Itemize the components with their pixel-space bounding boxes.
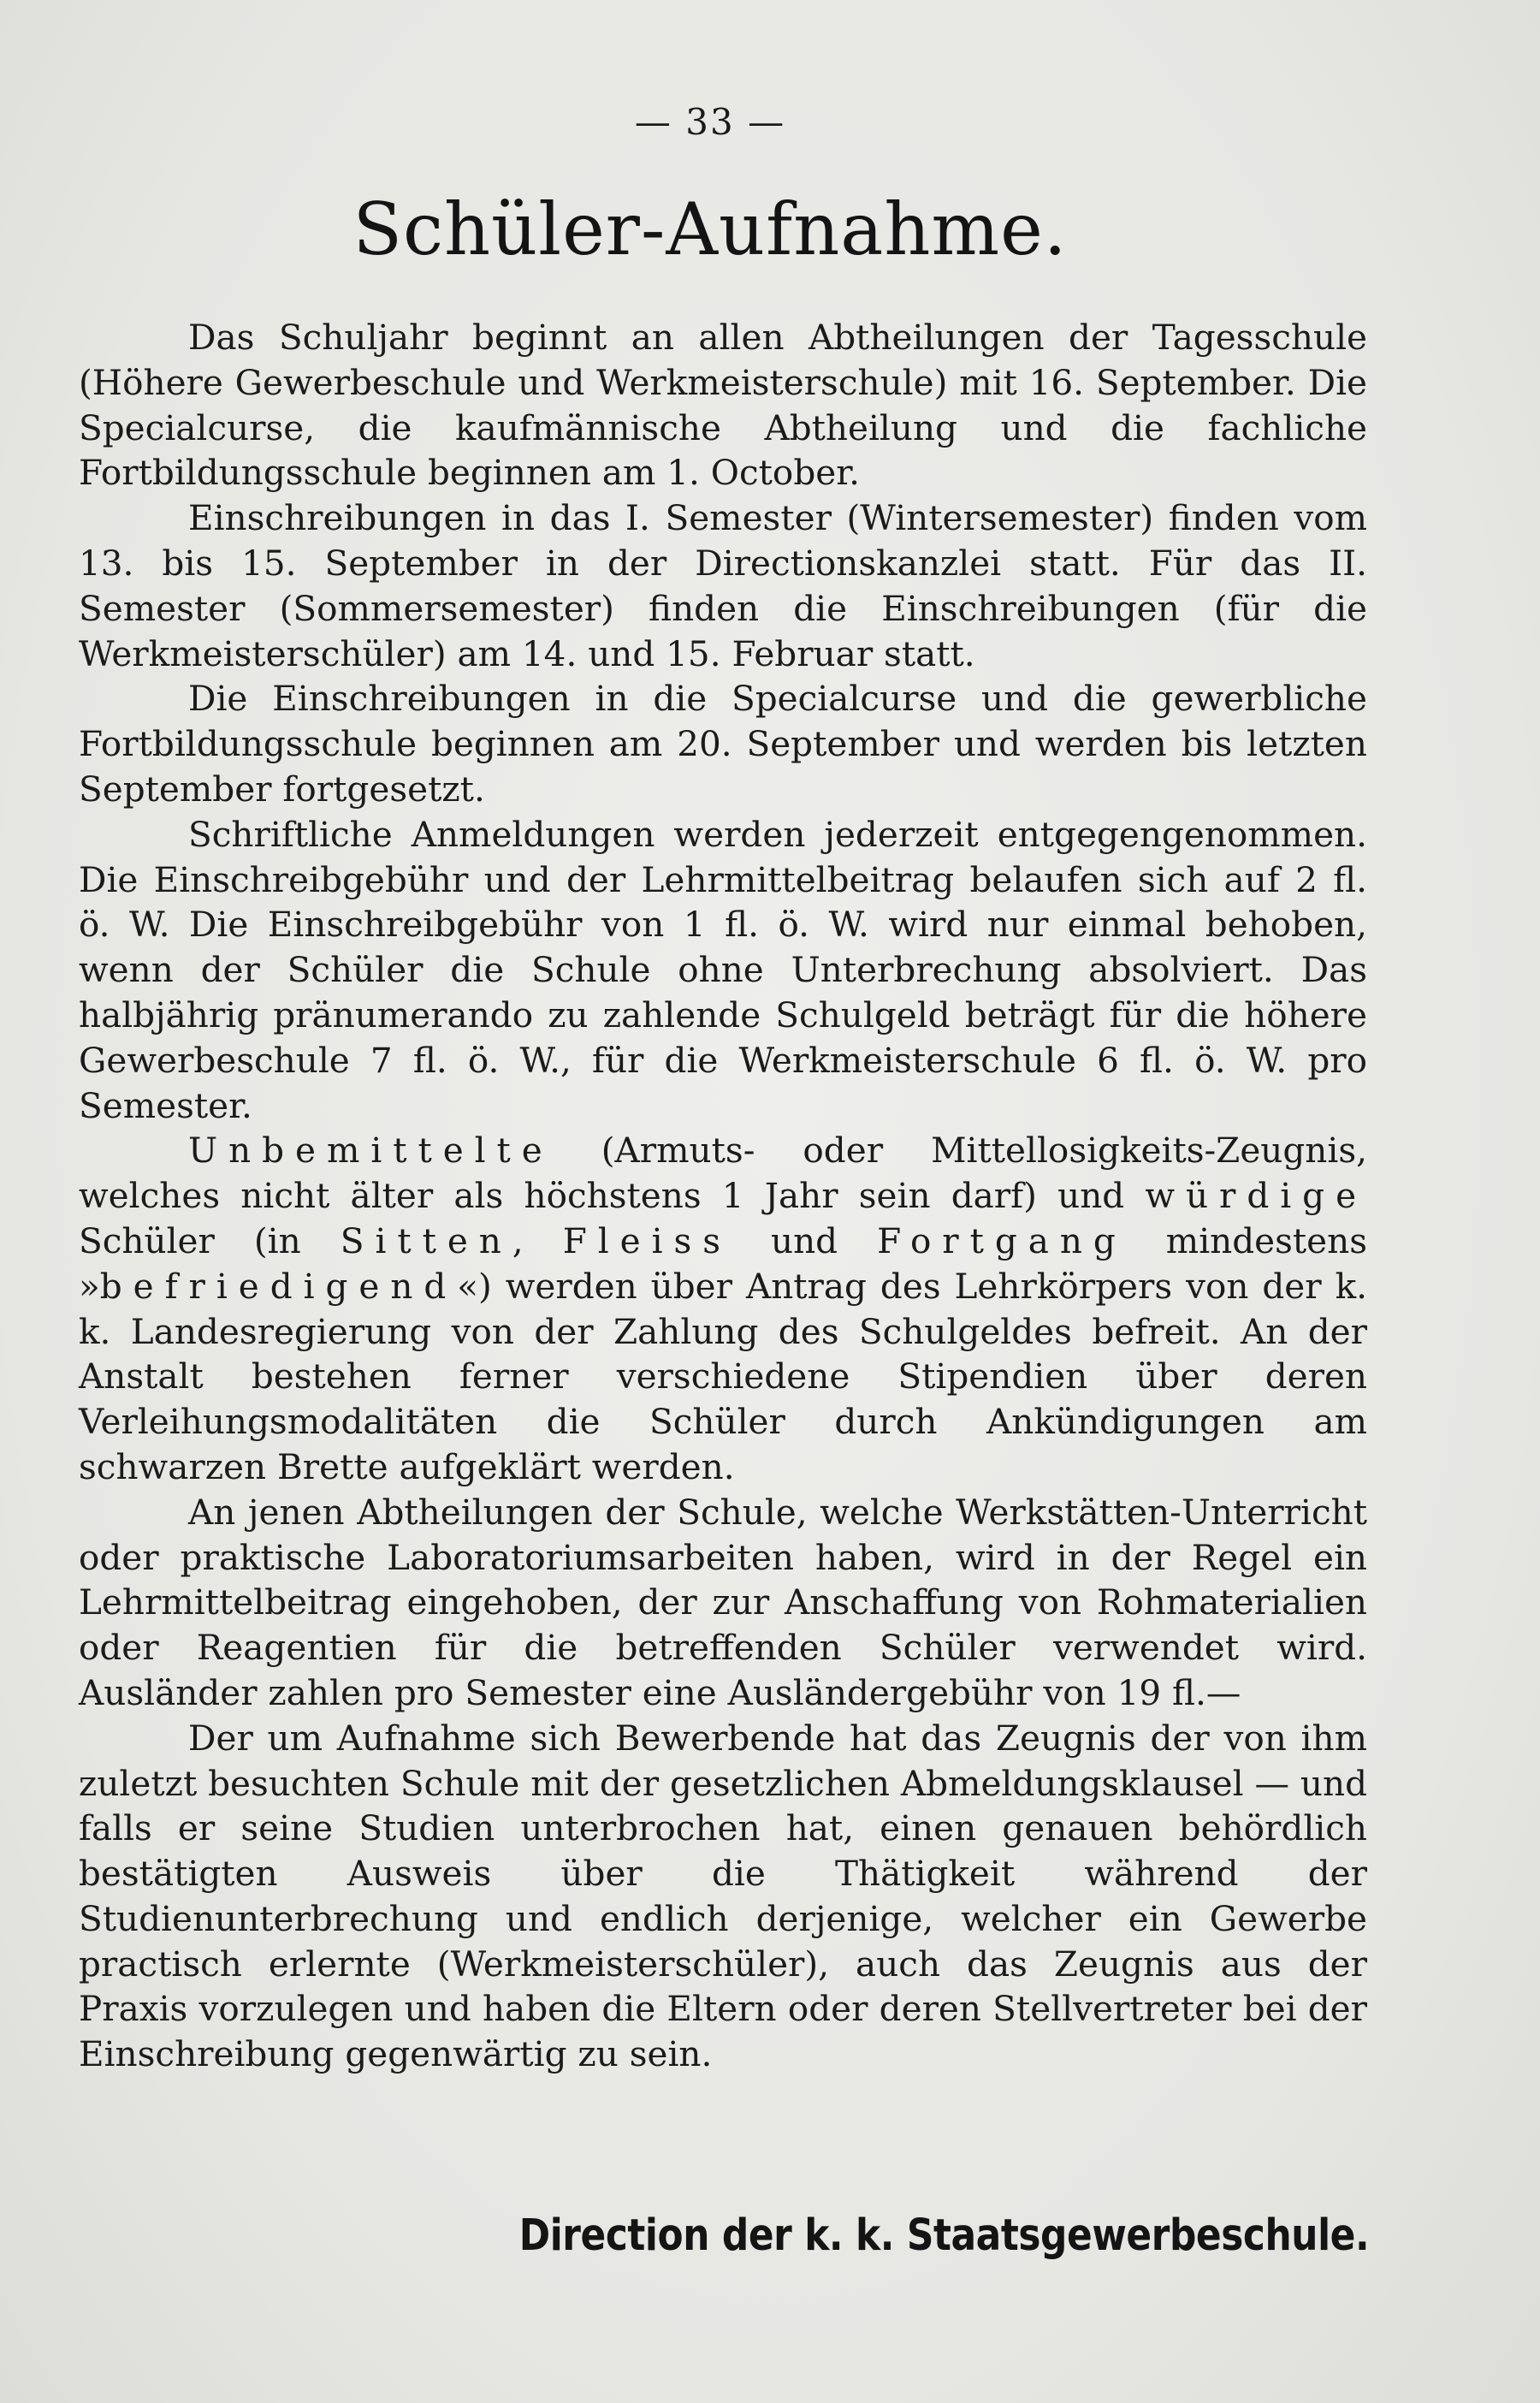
page-title: Schüler-Aufnahme.	[352, 187, 1068, 271]
paragraph-lab-fees: An jenen Abtheilungen der Schule, welche Werkstätten-Unterricht oder praktische Laboratoriumsarbeiten haben, wird in der Regel ein Lehrmittelbeitrag eingehoben, der zur Anschaffung von Rohmaterialien oder Reagentien für die betreffenden Schüler verwendet wird. Ausländer zahlen pro Semester eine Ausländergebühr von 19 fl.—	[79, 1491, 1367, 1713]
text-fragment: (Armuts- oder Mittellosigkeits-Zeugnis, welches nicht älter als höchstens 1 Jahr sein darf) und	[79, 1130, 1367, 1217]
paragraph-special-courses: Die Einschreibungen in die Specialcurse und die gewerbliche Fortbildungsschule beginnen am 20. September und werden bis letzten September fortgesetzt.	[79, 678, 1367, 810]
text-fragment: und	[732, 1219, 878, 1261]
text-fragment: «) werden über Antrag des Lehrkörpers von der k. k. Landesregierung von der Zahlung des Schulgeldes befreit. An der Anstalt bestehen ferner verschiedene Stipendien über deren Verleihungsmodalitäten die Schüler durch Ankündigungen am schwarzen Brette aufgeklärt werden.	[79, 1265, 1367, 1487]
emphasis-wuerdige: würdige	[1145, 1175, 1367, 1217]
paragraph-fee-exemption	[79, 1128, 1367, 1489]
paragraph-school-year-start: Das Schuljahr beginnt an allen Abtheilungen der Tagesschule (Höhere Gewerbeschule und Werkmeisterschule) mit 16. September. Die Specialcurse, die kaufmännische Abtheilung und die fachliche Fortbildungsschule beginnen am 1. October.	[79, 317, 1367, 494]
paragraph-required-documents: Der um Aufnahme sich Bewerbende hat das Zeugnis der von ihm zuletzt besuchten Schule mit der gesetzlichen Abmeldungsklausel — und falls er seine Studien unterbrochen hat, einen genauen behördlich bestätigten Ausweis über die Thätigkeit während der Studienunterbrechung und endlich derjenige, welcher ein Gewerbe practisch erlernte (Werkmeisterschüler), auch das Zeugnis aus der Praxis vorzulegen und haben die Eltern oder deren Stellvertreter bei der Einschreibung gegenwärtig zu sein.	[79, 1717, 1367, 2075]
emphasis-fleiss: Fleiss	[562, 1219, 732, 1261]
emphasis-befriedigend: befriedigend	[99, 1265, 458, 1307]
text-fragment: mindestens »	[79, 1219, 1368, 1307]
page-number: — 33 —	[634, 101, 786, 143]
signature-direction: Direction der k. k. Staatsgewerbeschule.	[518, 2210, 1369, 2261]
text-fragment: Schüler (in	[79, 1219, 341, 1261]
emphasis-unbemittelte: Unbemittelte	[188, 1130, 554, 1172]
text-fragment: ,	[512, 1219, 563, 1261]
emphasis-sitten: Sitten	[340, 1219, 512, 1261]
paragraph-fees: Schriftliche Anmeldungen werden jederzeit entgegengenommen. Die Einschreibgebühr und der Lehrmittelbeitrag belaufen sich auf 2 fl. ö. W. Die Einschreibgebühr von 1 fl. ö. W. wird nur einmal behoben, wenn der Schüler die Schule ohne Unterbrechung absolviert. Das halbjährig pränumerando zu zahlende Schulgeld beträgt für die höhere Gewerbeschule 7 fl. ö. W., für die Werkmeisterschule 6 fl. ö. W. pro Semester.	[79, 813, 1367, 1126]
emphasis-fortgang: Fortgang	[877, 1219, 1127, 1261]
paragraph-enrollment-dates: Einschreibungen in das I. Semester (Wintersemester) finden vom 13. bis 15. September in der Directionskanzlei statt. Für das II. Semester (Sommersemester) finden die Einschreibungen (für die Werkmeisterschüler) am 14. und 15. Februar statt.	[79, 497, 1367, 674]
body-text	[79, 315, 1367, 2077]
